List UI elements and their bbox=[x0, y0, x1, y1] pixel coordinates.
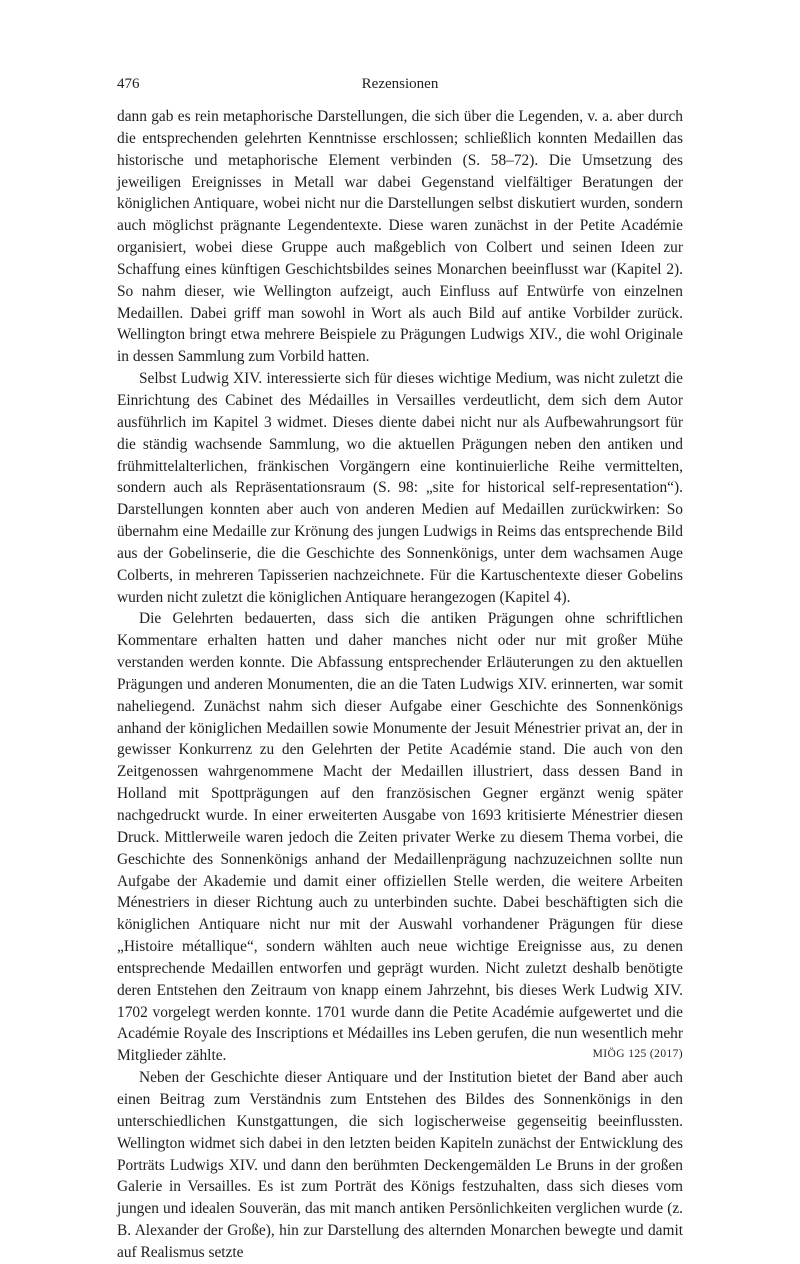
paragraph: Selbst Ludwig XIV. interessierte sich für dieses wichtige Medium, was nicht zuletzt die Einrichtung des Cabinet des Médailles in Versailles verdeutlicht, dem sich dem Autor ausführlich im Kapitel 3 widmet. Dieses diente dabei nicht nur als Aufbewahrungsort für die ständig wachsende Sammlung, wo die aktuellen Prägungen neben den antiken und frühmittelalterlichen, fränkischen Vorgängern eine kontinuierliche Reihe vermittelten, sondern auch als Repräsentationsraum (S. 98: „site for historical self-representation“). Darstellungen konnten aber auch von anderen Medien auf Medaillen zurückwirken: So übernahm eine Medaille zur Krönung des jungen Ludwigs in Reims das entsprechende Bild aus der Gobelinserie, die die Geschichte des Sonnenkönigs, unter dem wachsamen Auge Colberts, in mehreren Tapisserien nachzeichnete. Für die Kartuschentexte dieser Gobelins wurden nicht zuletzt die königlichen Antiquare herangezogen (Kapitel 4). bbox=[117, 370, 683, 606]
paragraph: dann gab es rein metaphorische Darstellungen, die sich über die Legenden, v. a. aber durch die entsprechenden gelehrten Kenntnisse erschlossen; schließlich konnten Medaillen das historische und metaphorische Element verbinden (S. 58–72). Die Umsetzung des jeweiligen Ereignisses in Metall war dabei Gegenstand vielfältiger Beratungen der königlichen Antiquare, wobei nicht nur die Darstellungen selbst diskutiert wurden, sondern auch möglichst prägnante Legendentexte. Diese waren zunächst in der Petite Académie organisiert, wobei diese Gruppe auch maßgeblich von Colbert und seinen Ideen zur Schaffung eines künftigen Geschichtsbildes seines Monarchen beeinflusst war (Kapitel 2). So nahm dieser, wie Wellington aufzeigt, auch Einfluss auf Entwürfe von einzelnen Medaillen. Dabei griff man sowohl in Wort als auch Bild auf antike Vorbilder zurück. Wellington bringt etwa mehrere Beispiele zu Prägungen Ludwigs XIV., die wohl Originale in dessen Sammlung zum Vorbild hatten. bbox=[117, 108, 683, 366]
running-title: Rezensionen bbox=[361, 76, 439, 92]
page-number: 476 bbox=[117, 76, 140, 92]
paragraph: Die Gelehrten bedauerten, dass sich die antiken Prägungen ohne schriftlichen Kommentare erhalten hatten und daher manches nicht oder nur mit großer Mühe verstanden werden konnte. Die Abfassung entsprechender Erläuterungen zu den aktuellen Prägungen und anderen Monumenten, die an die Taten Ludwigs XIV. erinnerten, war somit naheliegend. Zunächst nahm sich dieser Aufgabe einer Geschichte des Sonnenkönigs anhand der königlichen Medaillen sowie Monumente der Jesuit Ménestrier privat an, der in gewisser Konkurrenz zu den Gelehrten der Petite Académie stand. Die auch von den Zeitgenossen wahrgenommene Macht der Medaillen illustriert, dass dessen Band in Holland mit Spottprägungen auf den französischen Gegner ergänzt wenig später nachgedruckt wurde. In einer erweiterten Ausgabe von 1693 kritisierte Ménestrier diesen Druck. Mittlerweile waren jedoch die Zeiten privater Werke zu diesem Thema vorbei, die Geschichte des Sonnenkönigs anhand der Medaillenprägung nachzuzeichnen sollte nun Aufgabe der Akademie und damit einer offiziellen Stelle werden, die weitere Arbeiten Ménestriers in dieser Richtung auch zu unterbinden suchte. Dabei beschäftigten sich die königlichen Antiquare nicht nur mit der Auswahl vorhandener Prägungen für diese „Histoire métallique“, sondern wählten auch neue wichtige Ereignisse aus, zu denen entsprechende Medaillen entworfen und geprägt wurden. Nicht zuletzt deshalb benötigte deren Entstehen den Zeitraum von knapp einem Jahrzehnt, bis dieses Werk Ludwig XIV. 1702 vorgelegt werden konnte. 1701 wurde dann die Petite Académie aufgewertet und die Académie Royale des Inscriptions et Médailles ins Leben gerufen, die nun wesentlich mehr Mitglieder zählte. bbox=[117, 610, 683, 1065]
page-header bbox=[117, 76, 683, 96]
journal-footer: MIÖG 125 (2017) bbox=[592, 1048, 683, 1060]
paragraph: Neben der Geschichte dieser Antiquare und der Institution bietet der Band aber auch einen Beitrag zum Verständnis zum Entstehen des Bildes des Sonnenkönigs in den unterschiedlichen Kunstgattungen, die sich logischerweise gegenseitig beeinflussten. Wellington widmet sich dabei in den letzten beiden Kapiteln zunächst der Entwicklung des Porträts Ludwigs XIV. und dann den berühmten Deckengemälden Le Bruns in der großen Galerie in Versailles. Es ist zum Porträt des Königs festzuhalten, dass sich dieses vom jungen und idealen Souverän, das mit manch antiken Persönlichkeiten verglichen wurde (z. B. Alexander der Große), hin zur Darstellung des alternden Monarchen bewegte und damit auf Realismus setzte bbox=[117, 1069, 683, 1261]
body-text bbox=[117, 106, 683, 1264]
